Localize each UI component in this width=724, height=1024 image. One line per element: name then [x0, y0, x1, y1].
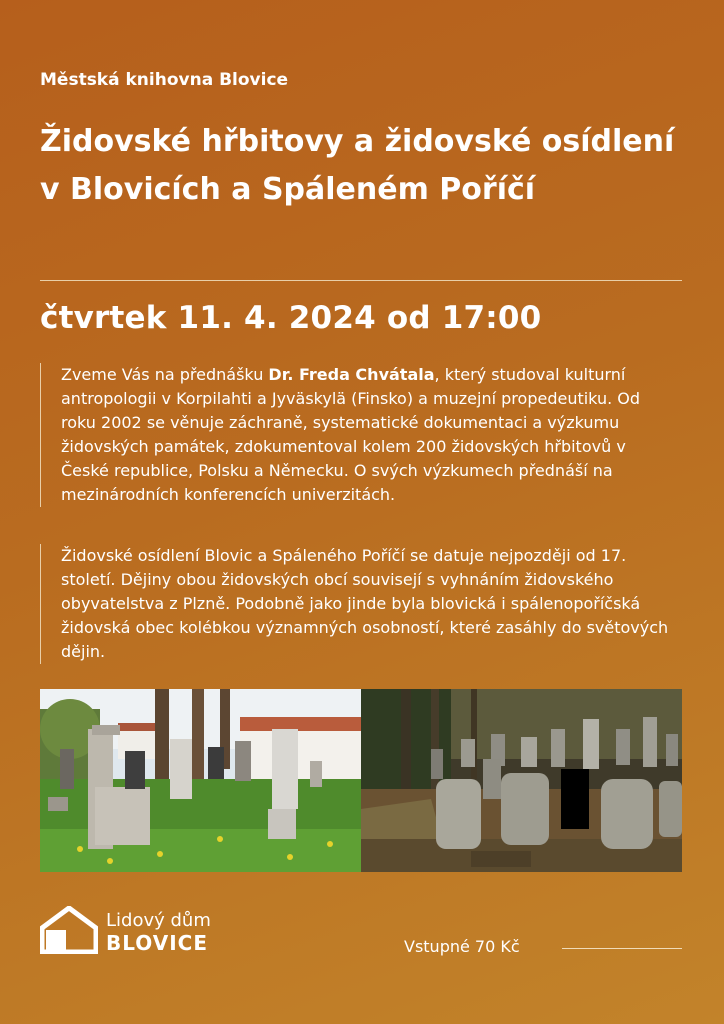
event-title: Židovské hřbitovy a židovské osídlení v Blovicích a Spáleném Poříčí	[40, 124, 675, 207]
organizer-name: Městská knihovna Blovice	[40, 70, 289, 90]
speaker-name: Dr. Freda Chvátala	[268, 365, 435, 384]
admission-fee: Vstupné 70 Kč	[404, 937, 520, 956]
cemetery-photo-spalene-porici	[361, 689, 682, 872]
history-paragraph: Židovské osídlení Blovic a Spáleného Poříčí se datuje nejpozději od 17. století. Dějiny obou židovských obcí souvisejí s vyhnáním židovského obyvatelstva z Plzně. Podobně jako jinde byla blovická i spálenopoříčská židovská obec kolébkou významných osobností, které zasáhly do světových dějin.	[40, 544, 671, 664]
speaker-intro: Zveme Vás na přednášku	[61, 365, 269, 384]
cemetery-photo-blovice	[40, 689, 361, 872]
event-date-time: čtvrtek 11. 4. 2024 od 17:00	[40, 300, 542, 336]
logo-line-1: Lidový dům	[106, 910, 211, 931]
logo-text	[106, 910, 211, 954]
title-divider	[40, 280, 682, 281]
speaker-bio: , který studoval kulturní antropologii v Korpilahti a Jyväskylä (Finsko) a muzejní propedeutiku. Od roku 2002 se věnuje záchraně, systematické dokumentaci a výzkumu židovských památek, zdokumentoval kolem 200 židovských hřbitovů v České republice, Polsku a Německu. O svých výzkumech přednáší na mezinárodních konferencích univerzitách.	[61, 365, 641, 504]
house-outline-icon	[40, 906, 98, 958]
cemetery-photos	[40, 689, 682, 872]
lidovy-dum-logo	[40, 906, 211, 958]
admission-underline	[562, 948, 682, 949]
logo-line-2: BLOVICE	[106, 931, 208, 955]
speaker-paragraph	[40, 363, 671, 507]
